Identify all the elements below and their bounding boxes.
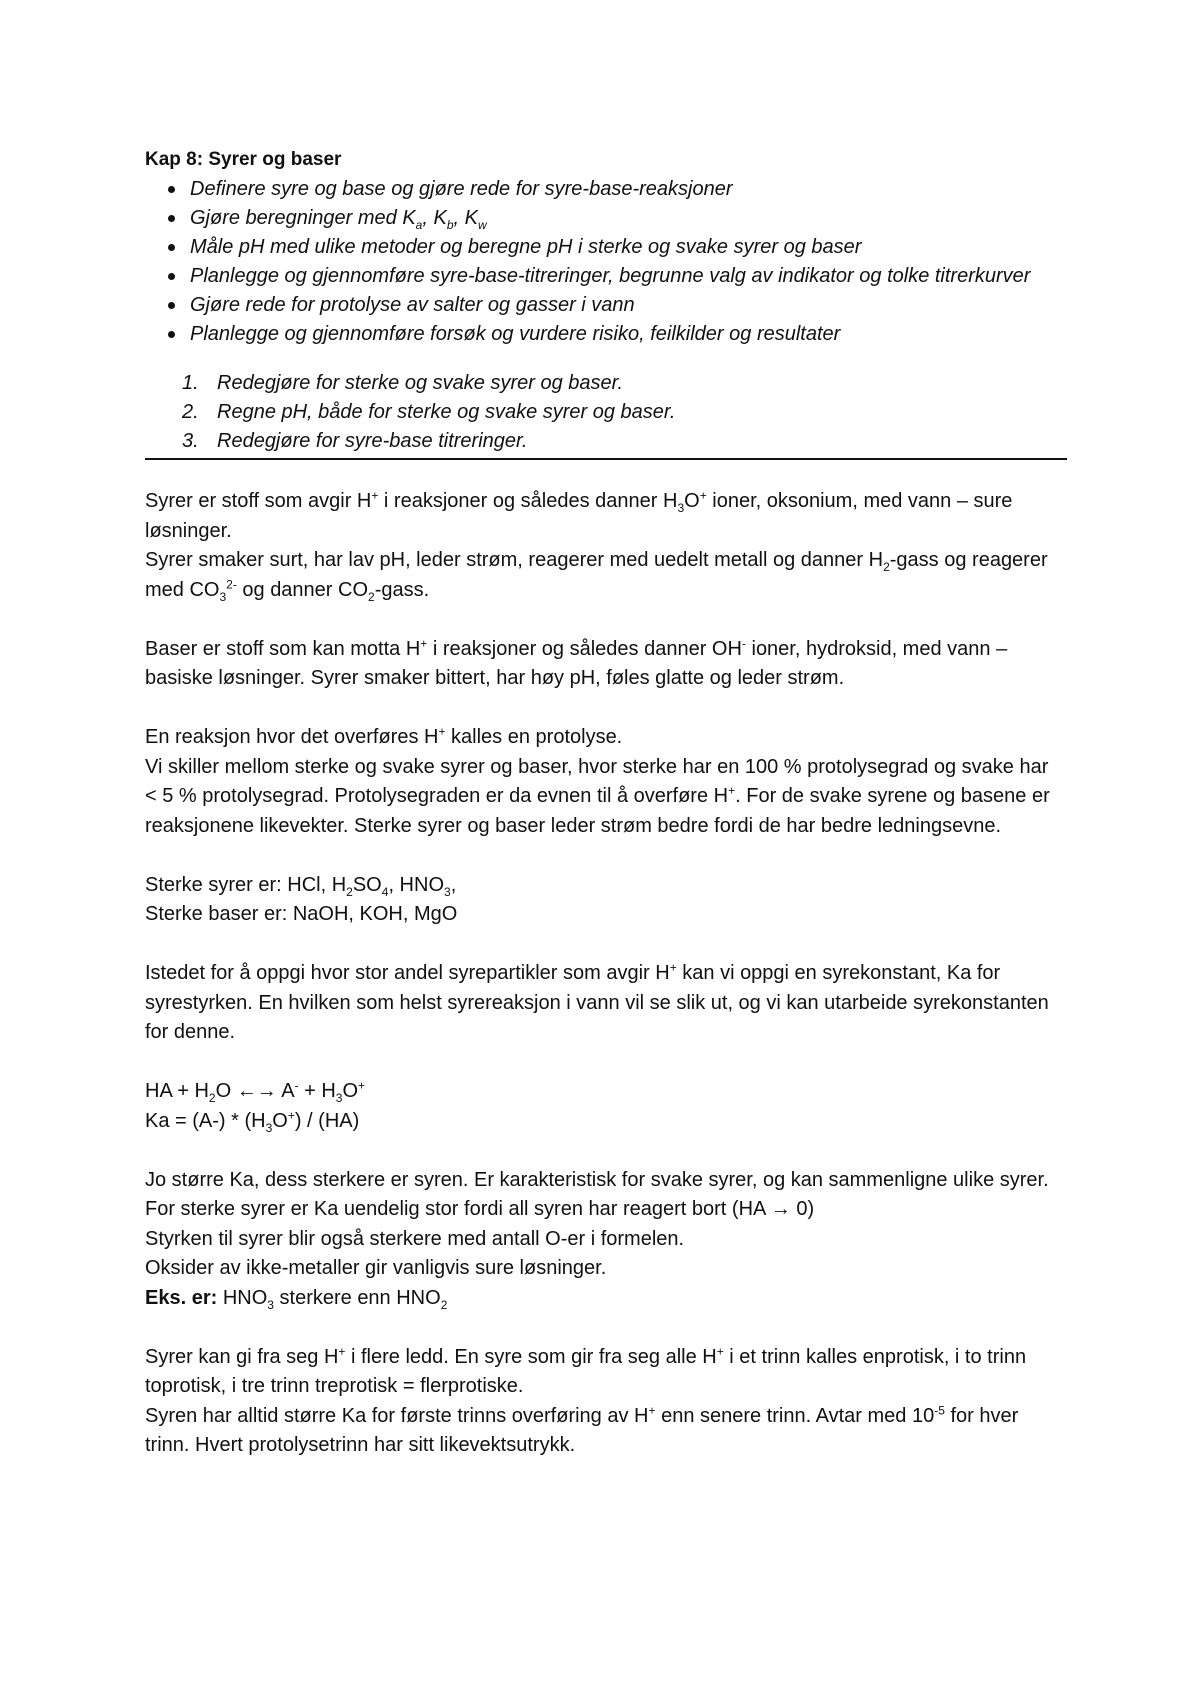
task-item: 3. Redegjøre for syre-base titreringer. — [182, 430, 528, 452]
goal-item: Planlegge og gjennomføre syre-base-titreringer, begrunne valg av indikator og tolke titrerkurver — [145, 262, 1065, 291]
equation-reaction: HA + $H_2O$ ←→ $A^- + H_3O^+$ — [145, 1078, 366, 1105]
paragraph-ka-strength: Jo større Ka, dess sterkere er syren. Er karakteristisk for svake syrer, og kan sammenligne ulike syrer. For sterke syrer er Ka uendelig stor fordi all syren har reagert bort (HA → 0) — [145, 1168, 1049, 1220]
paragraph-bases: Baser er stoff som kan motta H+ i reaksjoner og således danner OH- ioner, hydroksid, med vann – basiske løsninger. Syrer smaker bittert, har høy pH, føles glatte og leder strøm. — [145, 635, 1008, 689]
chapter-heading: Kap 8: Syrer og baser — [145, 149, 342, 170]
strong-acids-line: Sterke syrer er: HCl, $H_2SO_4$, $HNO_3$, — [145, 873, 457, 899]
goal-item: Gjøre beregninger med $K_a$, $K_b$, $K_w$ — [145, 204, 1065, 233]
task-list — [145, 369, 1065, 456]
paragraph-acids-definition: Syrer er stoff som avgir H+ i reaksjoner og således danner $H_3O^+$ ioner, oksonium, med vann – sure løsninger. — [145, 488, 1013, 542]
bullet-icon — [168, 215, 175, 222]
paragraph-polyprotic: Syrer kan gi fra seg H+ i flere ledd. En syre som gir fra seg alle H+ i et trinn kalles enprotisk, i to trinn toprotisk, i tre trinn treprotisk = flerprotiske. — [145, 1343, 1027, 1397]
paragraph-oxygen-count: Styrken til syrer blir også sterkere med antall O-er i formelen. — [145, 1227, 685, 1250]
body-text — [145, 487, 1065, 1461]
equation-ka: $Ka = (A-) * (H_3O^+) / (HA)$ — [145, 1107, 360, 1135]
paragraph-oxides: Oksider av ikke-metaller gir vanligvis sure løsninger. — [145, 1257, 607, 1279]
double-arrow-icon: ←→ — [236, 1080, 277, 1102]
learning-goals-list — [145, 175, 1065, 349]
goal-item: Måle pH med ulike metoder og beregne pH i sterke og svake syrer og baser — [145, 233, 1065, 262]
bullet-icon — [168, 273, 175, 280]
goal-item: Definere syre og base og gjøre rede for syre-base-reaksjoner — [145, 175, 1065, 204]
bullet-icon — [168, 302, 175, 309]
paragraph-step-ka: Syren har alltid større Ka for første trinns overføring av H+ enn senere trinn. Avtar med $10^{-5}$ for hver trinn. Hvert protolysetrinn har sitt likevektsutrykk. — [145, 1402, 1019, 1456]
goal-item: Planlegge og gjennomføre forsøk og vurdere risiko, feilkilder og resultater — [145, 320, 1065, 349]
task-item: 2. Regne pH, både for sterke og svake syrer og baser. — [182, 401, 676, 423]
arrow-right-icon: → — [770, 1198, 791, 1220]
paragraph-acids-properties: Syrer smaker surt, har lav pH, leder strøm, reagerer med uedelt metall og danner $H_2$-gass og reagerer med $CO_3^{2-}$ og danner $CO_2$-gass. — [145, 549, 1048, 604]
goal-item: Gjøre rede for protolyse av salter og gasser i vann — [145, 291, 1065, 320]
document-content — [145, 145, 1065, 1461]
bullet-icon — [168, 186, 175, 193]
paragraph-strong-weak: Vi skiller mellom sterke og svake syrer og baser, hvor sterke har en 100 % protolysegrad og svake har < 5 % protolysegrad. Protolysegraden er da evnen til å overføre H+. For de svake syrene og basene er reaksjonene likevekter. Sterke syrer og baser leder strøm bedre fordi de har bedre ledningsevne. — [145, 755, 1050, 837]
bullet-icon — [168, 331, 175, 338]
bullet-icon — [168, 244, 175, 251]
example-line: Eks. er: $HNO_3$ sterkere enn $HNO_2$ — [145, 1286, 448, 1312]
paragraph-acid-constant: Istedet for å oppgi hvor stor andel syrepartikler som avgir H+ kan vi oppgi en syrekonstant, Ka for syrestyrken. En hvilken som helst syrereaksjon i vann vil se slik ut, og vi kan utarbeide syrekonstanten for denne. — [145, 960, 1049, 1043]
strong-bases-line: Sterke baser er: NaOH, KOH, MgO — [145, 903, 458, 925]
task-item: 1. Redegjøre for sterke og svake syrer og baser. — [182, 372, 624, 394]
section-divider — [145, 458, 1067, 460]
paragraph-protolysis: En reaksjon hvor det overføres H+ kalles en protolyse. — [145, 724, 623, 748]
